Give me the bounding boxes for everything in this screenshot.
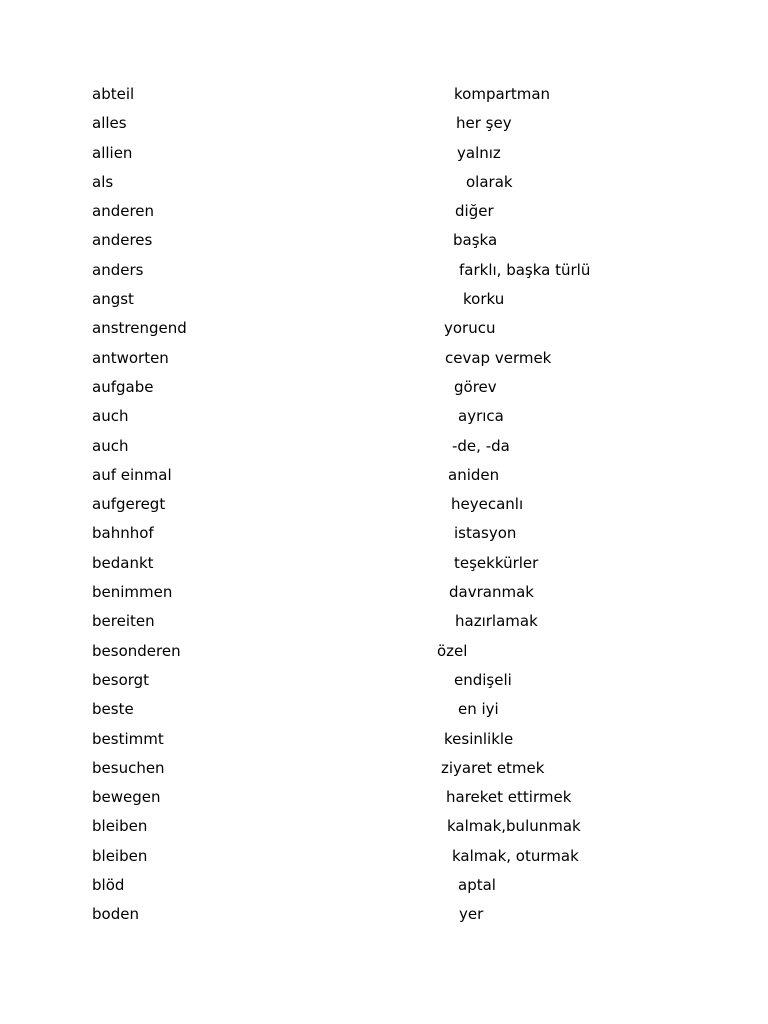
vocabulary-list	[0, 84, 768, 934]
turkish-translation: özel	[437, 641, 468, 660]
turkish-translation: cevap vermek	[445, 348, 552, 367]
german-word: anderen	[92, 202, 155, 221]
vocab-row	[0, 904, 768, 933]
vocab-row	[0, 816, 768, 845]
vocab-row	[0, 318, 768, 347]
turkish-translation: hareket ettirmek	[446, 788, 572, 807]
german-word: blöd	[92, 876, 125, 895]
vocab-row	[0, 582, 768, 611]
turkish-translation: en iyi	[458, 700, 499, 719]
vocab-row	[0, 84, 768, 113]
german-word: aufgeregt	[92, 495, 166, 514]
turkish-translation: hazırlamak	[455, 612, 538, 631]
german-word: bereiten	[92, 612, 155, 631]
turkish-translation: kompartman	[454, 85, 551, 103]
turkish-translation: olarak	[466, 172, 513, 191]
turkish-translation: diğer	[455, 202, 494, 221]
turkish-translation: görev	[454, 377, 497, 396]
turkish-translation: korku	[463, 290, 505, 309]
vocab-row	[0, 143, 768, 172]
german-word: aufgabe	[92, 377, 154, 396]
german-word: besuchen	[92, 758, 165, 777]
turkish-translation: her şey	[456, 114, 512, 133]
german-word: abteil	[92, 85, 135, 103]
german-word: beste	[92, 700, 134, 719]
vocab-row	[0, 729, 768, 758]
german-word: allien	[92, 143, 133, 162]
turkish-translation: başka	[453, 231, 498, 250]
german-word: anstrengend	[92, 319, 187, 338]
vocab-row	[0, 201, 768, 230]
turkish-translation: heyecanlı	[451, 495, 524, 514]
turkish-translation: kalmak, oturmak	[452, 846, 579, 865]
turkish-translation: -de, -da	[452, 436, 510, 455]
turkish-translation: ziyaret etmek	[441, 758, 545, 777]
german-word: besorgt	[92, 670, 150, 689]
vocab-row	[0, 875, 768, 904]
vocab-row	[0, 377, 768, 406]
vocab-row	[0, 230, 768, 259]
turkish-translation: yorucu	[444, 319, 496, 338]
vocab-row	[0, 699, 768, 728]
turkish-translation: davranmak	[449, 583, 534, 602]
german-word: auf einmal	[92, 465, 172, 484]
german-word: bedankt	[92, 553, 154, 572]
vocab-row	[0, 611, 768, 640]
vocab-row	[0, 436, 768, 465]
german-word: auch	[92, 436, 129, 455]
turkish-translation: yer	[459, 905, 484, 924]
vocab-row	[0, 553, 768, 582]
vocab-row	[0, 406, 768, 435]
vocab-row	[0, 641, 768, 670]
turkish-translation: aptal	[458, 876, 496, 895]
german-word: bleiben	[92, 817, 148, 836]
vocab-row	[0, 465, 768, 494]
german-word: anders	[92, 260, 144, 279]
vocab-row	[0, 113, 768, 142]
german-word: antworten	[92, 348, 169, 367]
vocab-row	[0, 260, 768, 289]
turkish-translation: farklı, başka türlü	[459, 260, 591, 279]
vocab-row	[0, 494, 768, 523]
turkish-translation: endişeli	[454, 670, 512, 689]
vocab-row	[0, 523, 768, 552]
german-word: besonderen	[92, 641, 181, 660]
turkish-translation: ayrıca	[458, 407, 504, 426]
turkish-translation: kalmak,bulunmak	[447, 817, 581, 836]
vocab-row	[0, 348, 768, 377]
german-word: bleiben	[92, 846, 148, 865]
german-word: boden	[92, 905, 139, 924]
german-word: auch	[92, 407, 129, 426]
german-word: bewegen	[92, 788, 161, 807]
vocab-row	[0, 289, 768, 318]
vocab-row	[0, 172, 768, 201]
german-word: anderes	[92, 231, 153, 250]
turkish-translation: aniden	[448, 465, 500, 484]
turkish-translation: yalnız	[457, 143, 501, 162]
vocab-row	[0, 846, 768, 875]
turkish-translation: istasyon	[454, 524, 517, 543]
german-word: benimmen	[92, 583, 173, 602]
german-word: alles	[92, 114, 127, 133]
german-word: als	[92, 172, 114, 191]
german-word: angst	[92, 290, 134, 309]
german-word: bahnhof	[92, 524, 154, 543]
turkish-translation: kesinlikle	[444, 729, 514, 748]
german-word: bestimmt	[92, 729, 164, 748]
vocab-row	[0, 758, 768, 787]
vocab-row	[0, 787, 768, 816]
turkish-translation: teşekkürler	[454, 553, 539, 572]
vocab-row	[0, 670, 768, 699]
